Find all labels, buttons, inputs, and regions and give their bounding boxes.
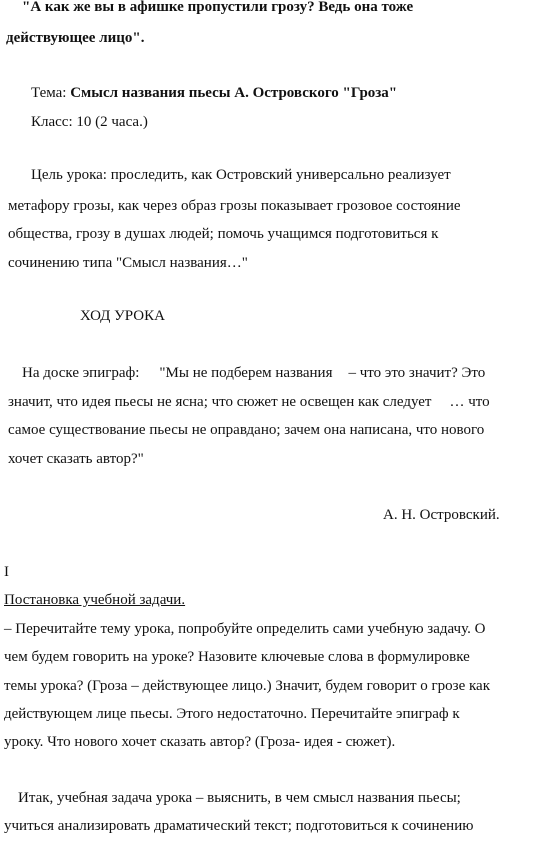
conclusion-line-1: Итак, учебная задача урока – выяснить, в чем смысл названия пьесы; [18, 790, 461, 806]
part-line-1: – Перечитайте тему урока, попробуйте определить сами учебную задачу. О [4, 621, 486, 637]
epigraph-author: А. Н. Островский. [383, 507, 500, 523]
epigraph-line-2-tail: … что [449, 394, 490, 410]
epigraph-line-1 [22, 366, 485, 381]
epigraph-intro: На доске эпиграф: [22, 365, 140, 381]
header-epigraph-line-2: действующее лицо". [6, 30, 145, 46]
topic-line [31, 86, 397, 101]
goal-line-1: Цель урока: проследить, как Островский универсально реализует [31, 167, 451, 183]
part-heading: Постановка учебной задачи. [4, 592, 186, 608]
goal-line-3: общества, грозу в душах людей; помочь учащимся подготовиться к [8, 226, 439, 242]
section-title: ХОД УРОКА [80, 308, 165, 324]
class-line: Класс: 10 (2 часа.) [31, 114, 148, 130]
goal-line-4: сочинению типа "Смысл названия…" [8, 255, 248, 271]
epigraph-quote-start: "Мы не подберем названия [159, 365, 333, 381]
header-epigraph-line-1: "А как же вы в афишке пропустили грозу? Ведь она тоже [22, 0, 414, 15]
conclusion-line-2: учиться анализировать драматический текст; подготовиться к сочинению [4, 818, 474, 834]
topic-title: Смысл названия пьесы А. Островского "Гроза" [70, 85, 398, 101]
epigraph-line-4: хочет сказать автор?" [8, 451, 144, 467]
epigraph-line-2 [8, 395, 490, 410]
part-line-5: уроку. Что нового хочет сказать автор? (Гроза- идея - сюжет). [4, 734, 396, 750]
part-line-4: действующем лице пьесы. Этого недостаточно. Перечитайте эпиграф к [4, 706, 460, 722]
part-line-3: темы урока? (Гроза – действующее лицо.) Значит, будем говорит о грозе как [4, 678, 490, 694]
goal-line-2: метафору грозы, как через образ грозы показывает грозовое состояние [8, 198, 461, 214]
epigraph-line-2-text: значит, что идея пьесы не ясна; что сюжет не освещен как следует [8, 394, 432, 410]
part-numeral: I [4, 564, 9, 580]
part-line-2: чем будем говорить на уроке? Назовите ключевые слова в формулировке [4, 649, 470, 665]
epigraph-quote-cont: – что это значит? Это [348, 365, 486, 381]
topic-label: Тема: [31, 85, 67, 101]
epigraph-line-3: самое существование пьесы не оправдано; зачем она написана, что нового [8, 422, 485, 438]
